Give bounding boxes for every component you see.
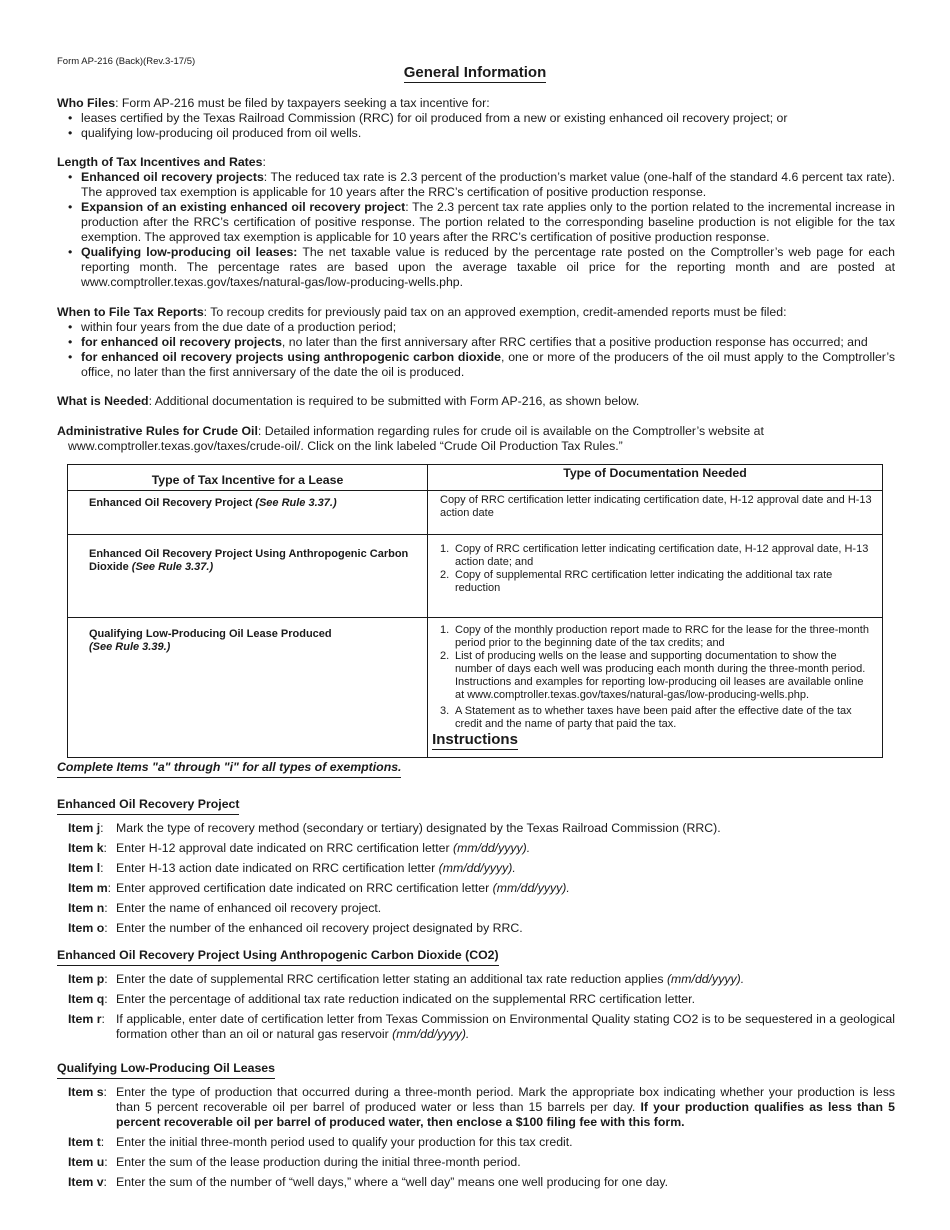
needed-label: What is Needed xyxy=(57,394,149,408)
who-files-text: : Form AP-216 must be filed by taxpayers seeking a tax incentive for: xyxy=(115,96,490,110)
item-p: Item p: Enter the date of supplemental RRC certification letter stating an additional tax rate reduction applies (mm/dd/yyyy). xyxy=(68,972,745,986)
low-producing-items xyxy=(68,1085,895,1195)
length-label: Length of Tax Incentives and Rates xyxy=(57,155,263,169)
list-item: • for enhanced oil recovery projects, no later than the first anniversary after RRC certifies that a positive production response has occurred; and xyxy=(57,335,895,350)
list-item: • Qualifying low-producing oil leases: The net taxable value is reduced by the percentage rate posted on the Comptroller’s web page for each reporting month. The percentage rates are based upon the average taxable oil price for the reporting month and are posted at www.comptroller.texas.gov/taxes/natural-gas/low-producing-wells.php. xyxy=(57,245,895,290)
documentation-table xyxy=(67,464,883,758)
when-label: When to File Tax Reports xyxy=(57,305,204,319)
item-s: Item s: Enter the type of production that occurred during a three-month period. Mark the appropriate box indicating whether your production is less than 5 percent recoverable oil per barrel of produced water or less than 15 barrels per day. If your production qualifies as less than 5 percent recoverable oil per barrel of produced water, then enclose a $100 filing fee with this form. xyxy=(68,1085,895,1129)
general-information-title: General Information xyxy=(403,64,547,81)
when-list xyxy=(57,320,895,380)
co2-heading: Enhanced Oil Recovery Project Using Anthropogenic Carbon Dioxide (CO2) xyxy=(57,948,499,966)
list-item: 2. Copy of supplemental RRC certification letter indicating the additional tax rate reduction xyxy=(440,569,833,594)
item-n: Item n: Enter the name of enhanced oil recovery project. xyxy=(68,901,382,915)
list-item: • for enhanced oil recovery projects using anthropogenic carbon dioxide, one or more of the producers of the oil must apply to the Comptroller’s office, no later than the first anniversary of the date the oil is produced. xyxy=(57,350,895,380)
who-files-label: Who Files xyxy=(57,96,116,110)
list-item: 2. List of producing wells on the lease and supporting documentation to show the number of days each well was producing each month during the three-month period. Instructions and examples for reporting low-producing oil leases are available online at www.comptroller.texas.gov/taxes/natural-gas/low-producing-wells.php. xyxy=(440,650,866,701)
table-row: Enhanced Oil Recovery Project Using Anthropogenic Carbon Dioxide (See Rule 3.37.) 1. Copy of RRC certification letter indicating certification date, H-12 approval date, H-13 action date; and 2. Copy of supplemental RRC certification letter indicating the additional tax rate reduction xyxy=(68,535,883,618)
form-code: Form AP-216 (Back)(Rev.3-17/5) xyxy=(57,56,196,67)
item-u: Item u: Enter the sum of the lease production during the initial three-month period. xyxy=(68,1155,521,1169)
who-files-section xyxy=(57,96,895,141)
table-header-row xyxy=(68,465,883,491)
list-item: • qualifying low-producing oil produced from oil wells. xyxy=(57,126,895,141)
item-q: Item q: Enter the percentage of additional tax rate reduction indicated on the supplemental RRC certification letter. xyxy=(68,992,695,1006)
list-item: • leases certified by the Texas Railroad Commission (RRC) for oil produced from a new or existing enhanced oil recovery project; or xyxy=(57,111,895,126)
list-item: • within four years from the due date of a production period; xyxy=(57,320,895,335)
table-row: Enhanced Oil Recovery Project (See Rule 3.37.) Copy of RRC certification letter indicating certification date, H-12 approval date and H-13 action date xyxy=(68,491,883,535)
item-j: Item j: Mark the type of recovery method (secondary or tertiary) designated by the Texas Railroad Commission (RRC). xyxy=(68,821,721,835)
list-item: 1. Copy of the monthly production report made to RRC for the lease for the three-month period prior to the beginning date of the tax credits; and xyxy=(440,624,869,649)
list-item: • Expansion of an existing enhanced oil recovery project: The 2.3 percent tax rate applies only to the portion related to the incremental increase in production after the RRC’s certification of positive response. The portion related to the corresponding baseline production is not eligible for the tax exemption. The approved tax exemption is applicable for 10 years after the RRC’s certification of positive production response. xyxy=(57,200,895,245)
item-o: Item o: Enter the number of the enhanced oil recovery project designated by RRC. xyxy=(68,921,523,935)
item-t: Item t: Enter the initial three-month period used to qualify your production for this tax credit. xyxy=(68,1135,573,1149)
item-l: Item l: Enter H-13 action date indicated on RRC certification letter (mm/dd/yyyy). xyxy=(68,861,516,875)
column-header: Type of Documentation Needed xyxy=(428,465,883,491)
column-header: Type of Tax Incentive for a Lease xyxy=(68,465,428,491)
list-item: 1. Copy of RRC certification letter indicating certification date, H-12 approval date, H-13 action date; and xyxy=(440,543,869,568)
eor-heading: Enhanced Oil Recovery Project xyxy=(57,797,239,815)
item-m: Item m: Enter approved certification date indicated on RRC certification letter (mm/dd/yyyy). xyxy=(68,881,570,895)
when-to-file-section: When to File Tax Reports: To recoup credits for previously paid tax on an approved exemption, credit-amended reports must be filed: • within four years from the due date of a production period; • for enhanced oil recovery projects, no later than the first anniversary after RRC certifies that a positive production response has occurred; and • for enhanced oil recovery projects using anthropogenic carbon dioxide, one or more of the producers of the oil must apply to the Comptroller’s office, no later than the first anniversary of the date the oil is produced. xyxy=(57,305,895,380)
length-list xyxy=(57,170,895,290)
complete-items-note: Complete Items "a" through "i" for all types of exemptions. xyxy=(57,760,401,778)
list-item: • Enhanced oil recovery projects: The reduced tax rate is 2.3 percent of the production’s market value (one-half of the standard 4.6 percent tax rate). The approved tax exemption is applicable for 10 years after the RRC’s certification of positive production response. xyxy=(57,170,895,200)
item-v: Item v: Enter the sum of the number of “well days,” where a “well day” means one well producing for one day. xyxy=(68,1175,669,1189)
length-section: Length of Tax Incentives and Rates: • Enhanced oil recovery projects: The reduced tax rate is 2.3 percent of the production’s market value (one-half of the standard 4.6 percent tax rate). The approved tax exemption is applicable for 10 years after the RRC’s certification of positive production response. • Expansion of an existing enhanced oil recovery project: The 2.3 percent tax rate applies only to the portion related to the incremental increase in production after the RRC’s certification of positive response. The portion related to the corresponding baseline production is not eligible for the tax exemption. The approved tax exemption is applicable for 10 years after the RRC’s certification of positive production response. • Qualifying low-producing oil leases: The net taxable value is reduced by the percentage rate posted on the Comptroller’s web page for each reporting month. The percentage rates are based upon the average taxable oil price for the reporting month and are posted at www.comptroller.texas.gov/taxes/natural-gas/low-producing-wells.php. xyxy=(57,155,895,290)
instructions-title: Instructions xyxy=(432,731,518,748)
low-producing-heading: Qualifying Low-Producing Oil Leases xyxy=(57,1061,275,1079)
item-k: Item k: Enter H-12 approval date indicated on RRC certification letter (mm/dd/yyyy). xyxy=(68,841,531,855)
administrative-rules-section: Administrative Rules for Crude Oil: Detailed information regarding rules for crude oil is available on the Comptroller’s website at www.comptroller.texas.gov/taxes/crude-oil/. Click on the link labeled “Crude Oil Production Tax Rules.” xyxy=(57,424,764,453)
co2-items xyxy=(68,972,895,1047)
table-row: Qualifying Low-Producing Oil Lease Produced (See Rule 3.39.) 1. Copy of the monthly production report made to RRC for the lease for the three-month period prior to the beginning date of the tax credits; and 2. List of producing wells on the lease and supporting documentation to show the number of days each well was producing each month during the three-month period. Instructions and examples for reporting low-producing oil leases are available online at www.comptroller.texas.gov/taxes/natural-gas/low-producing-wells.php. 3. A Statement as to whether taxes have been paid after the effective date of the tax credit and the name of party that paid the tax. xyxy=(68,618,883,758)
item-r: Item r: If applicable, enter date of certification letter from Texas Commission on Environmental Quality stating CO2 is to be sequestered in a geological formation other than an oil or natural gas reservoir (mm/dd/yyyy). xyxy=(68,1012,895,1041)
admin-label: Administrative Rules for Crude Oil xyxy=(57,424,258,438)
eor-items xyxy=(68,821,895,941)
what-is-needed-section: What is Needed: Additional documentation is required to be submitted with Form AP-216, as shown below. xyxy=(57,394,640,408)
list-item: 3. A Statement as to whether taxes have been paid after the effective date of the tax credit and the name of party that paid the tax. xyxy=(440,705,852,730)
who-files-list xyxy=(57,111,895,141)
